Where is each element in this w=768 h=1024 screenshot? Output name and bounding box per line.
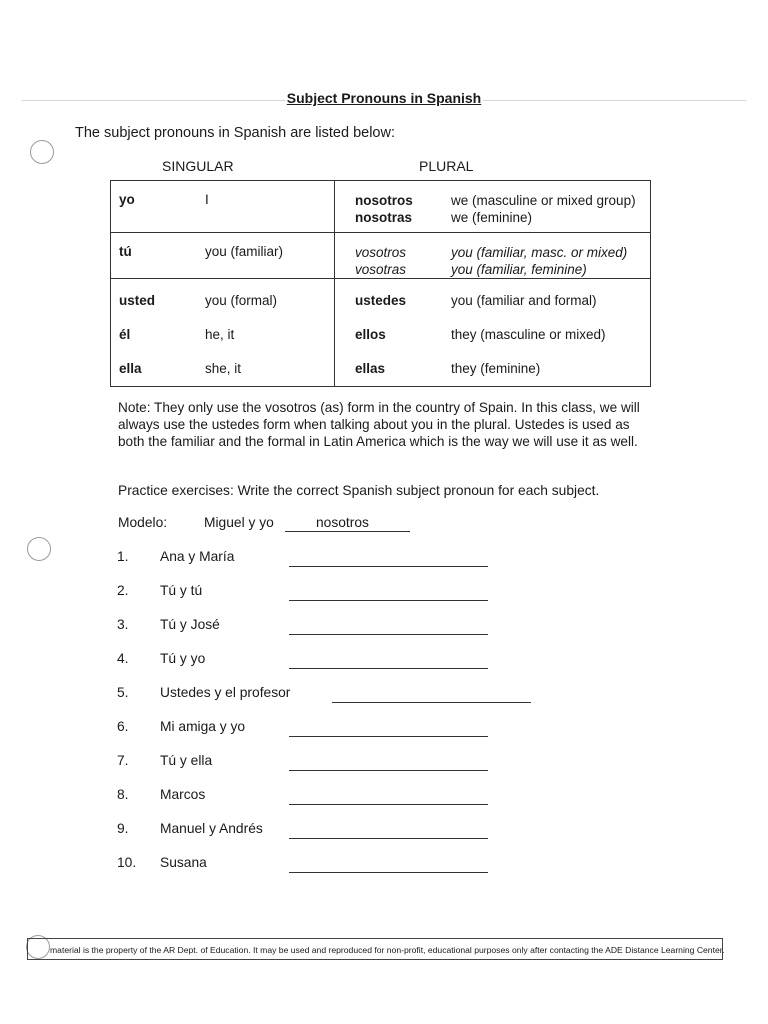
note-line: always use the ustedes form when talking about you in the plural. Ustedes is used as (118, 417, 630, 432)
pronoun-singular: ella (119, 361, 142, 376)
meaning-singular: she, it (205, 361, 242, 376)
intro-text: The subject pronouns in Spanish are listed below: (75, 125, 395, 141)
modelo-answer-line (285, 515, 410, 532)
exercise-number: 3. (117, 617, 129, 632)
meaning-singular: he, it (205, 327, 235, 342)
practice-instructions: Practice exercises: Write the correct Spanish subject pronoun for each subject. (118, 483, 600, 498)
exercise-subject: Mi amiga y yo (160, 719, 246, 734)
note-line: both the familiar and the formal in Latin America which is the way we will use it as well. (118, 434, 638, 449)
meaning-plural: you (familiar, feminine) (451, 262, 587, 277)
exercise-subject: Tú y yo (160, 651, 206, 666)
exercise-subject: Tú y ella (160, 753, 213, 768)
exercise-subject: Susana (160, 855, 207, 870)
exercise-number: 10. (117, 855, 137, 870)
modelo-subject: Miguel y yo (204, 515, 274, 530)
singular-header: SINGULAR (162, 158, 234, 174)
exercise-number: 6. (117, 719, 129, 734)
pronoun-plural: nosotros (355, 193, 413, 208)
page-title: Subject Pronouns in Spanish (286, 90, 482, 106)
answer-blank[interactable] (289, 634, 488, 635)
exercise-subject: Manuel y Andrés (160, 821, 263, 836)
table-row (111, 279, 651, 387)
pronoun-plural: vosotros (355, 245, 407, 260)
answer-blank[interactable] (289, 566, 488, 567)
modelo-label: Modelo: (118, 515, 168, 530)
pronoun-singular: yo (119, 192, 135, 207)
exercise-number: 9. (117, 821, 129, 836)
table-row (111, 233, 651, 279)
exercise-number: 8. (117, 787, 129, 802)
meaning-plural: you (familiar and formal) (451, 293, 597, 308)
answer-blank[interactable] (289, 736, 488, 737)
pronoun-table (110, 180, 651, 387)
meaning-singular: you (familiar) (205, 244, 284, 259)
pronoun-plural: ellas (355, 361, 386, 376)
pronoun-plural: vosotras (355, 262, 407, 277)
meaning-plural: you (familiar, masc. or mixed) (451, 245, 628, 260)
meaning-singular: I (205, 192, 209, 207)
answer-blank[interactable] (289, 804, 488, 805)
exercise-number: 7. (117, 753, 129, 768)
meaning-singular: you (formal) (205, 293, 278, 308)
note-paragraph (118, 399, 698, 450)
answer-blank[interactable] (289, 600, 488, 601)
plural-header: PLURAL (419, 158, 474, 174)
punch-hole-top (30, 140, 54, 164)
answer-blank[interactable] (289, 838, 488, 839)
exercise-number: 4. (117, 651, 129, 666)
meaning-plural: they (masculine or mixed) (451, 327, 606, 342)
table-row (111, 181, 651, 233)
meaning-plural: they (feminine) (451, 361, 541, 376)
answer-blank[interactable] (289, 668, 488, 669)
exercise-subject: Marcos (160, 787, 206, 802)
pronoun-singular: tú (119, 244, 132, 259)
exercise-number: 2. (117, 583, 129, 598)
answer-blank[interactable] (332, 702, 531, 703)
answer-blank[interactable] (289, 872, 488, 873)
answer-blank[interactable] (289, 770, 488, 771)
meaning-plural: we (feminine) (451, 210, 533, 225)
pronoun-singular: él (119, 327, 131, 342)
copyright-footer: material is the property of the AR Dept. of Education. It may be used and reproduced for non-profit, educational purposes only after contacting the ADE Distance Learning Center. (27, 938, 723, 960)
pronoun-plural: nosotras (355, 210, 413, 225)
exercise-number: 1. (117, 549, 129, 564)
punch-hole-middle (27, 537, 51, 561)
exercise-subject: Ana y María (160, 549, 235, 564)
modelo-answer: nosotros (316, 515, 369, 530)
meaning-plural: we (masculine or mixed group) (451, 193, 636, 208)
exercise-subject: Tú y José (160, 617, 220, 632)
pronoun-plural: ellos (355, 327, 386, 342)
exercise-subject: Ustedes y el profesor (160, 685, 291, 700)
pronoun-singular: usted (119, 293, 156, 308)
pronoun-plural: ustedes (355, 293, 407, 308)
exercise-number: 5. (117, 685, 129, 700)
note-line: Note: They only use the vosotros (as) form in the country of Spain. In this class, we will (118, 400, 640, 415)
exercise-subject: Tú y tú (160, 583, 203, 598)
